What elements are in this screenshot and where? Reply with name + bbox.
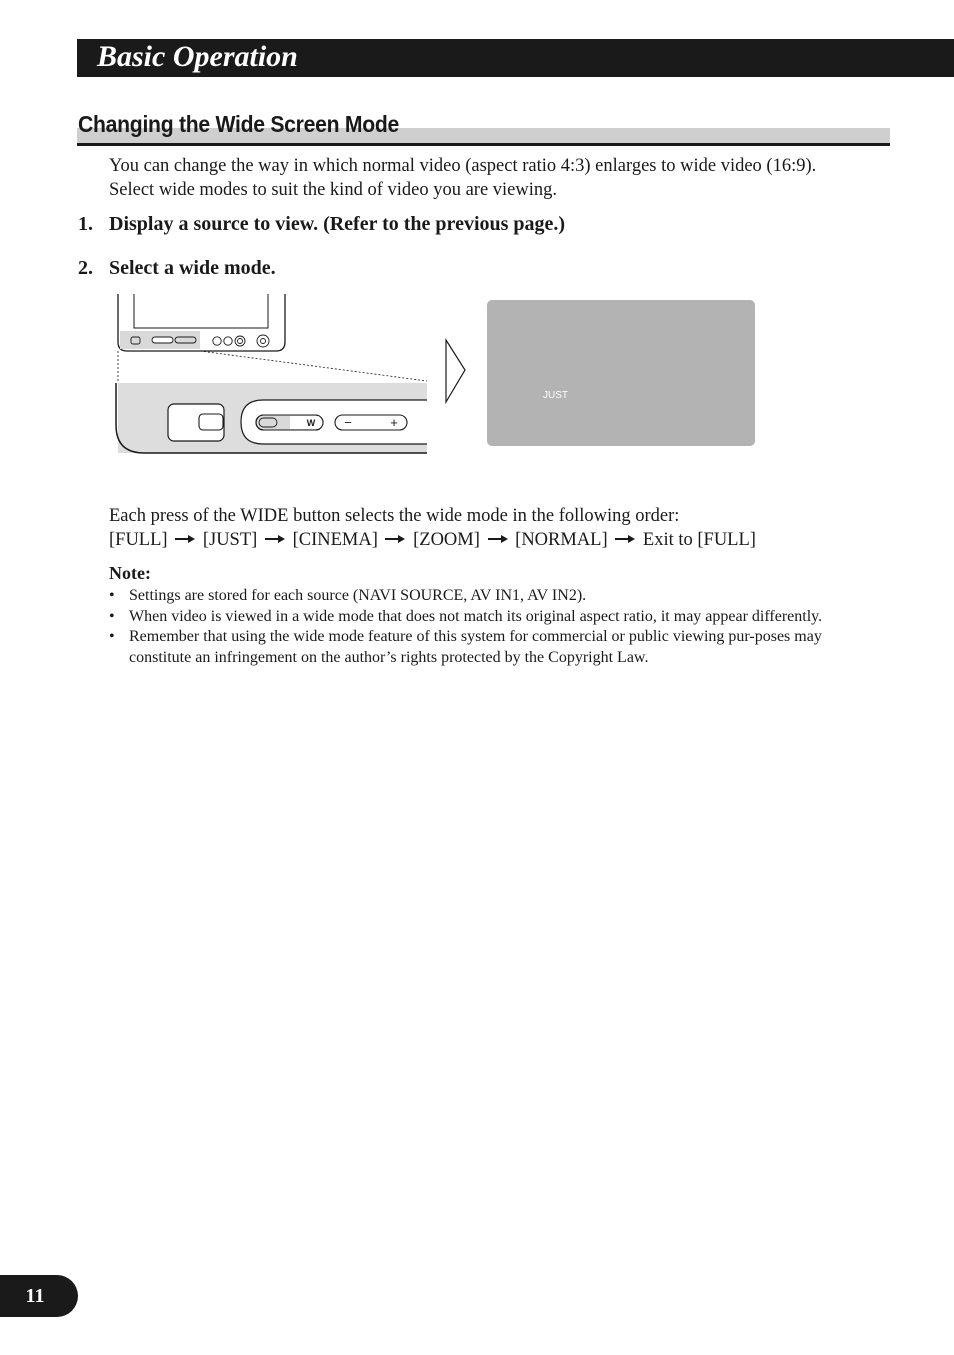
bullet-icon: • bbox=[109, 607, 115, 625]
plus-button-label: + bbox=[390, 415, 398, 430]
screen-display-preview bbox=[487, 300, 755, 446]
step-1 bbox=[78, 213, 565, 236]
arrow-right-icon bbox=[264, 534, 286, 544]
note-item: • When video is viewed in a wide mode that does not match its original aspect ratio, it may appear differently. bbox=[109, 607, 854, 628]
intro-paragraph: You can change the way in which normal video (aspect ratio 4:3) enlarges to wide video (16:9). Select wide modes to suit the kind of video you are viewing. bbox=[109, 156, 817, 200]
mode-normal: [NORMAL] bbox=[515, 530, 608, 550]
minus-button-label: − bbox=[344, 415, 352, 430]
order-sequence bbox=[109, 528, 869, 552]
bullet-icon: • bbox=[109, 628, 115, 645]
step-text: Select a wide mode. bbox=[109, 257, 276, 279]
arrow-right-icon bbox=[174, 534, 196, 544]
mode-full: [FULL] bbox=[109, 530, 168, 550]
control-panel-closeup bbox=[116, 383, 427, 453]
order-description: Each press of the WIDE button selects the wide mode in the following order: bbox=[109, 506, 680, 526]
unit-illustration bbox=[110, 290, 470, 460]
note-heading: Note: bbox=[109, 563, 151, 583]
note-item: • Remember that using the wide mode feature of this system for commercial or public viewing pur-poses may constitute an infringement on the author’s rights protected by the Copyright Law. bbox=[109, 628, 822, 666]
mode-exit-full: Exit to [FULL] bbox=[642, 530, 756, 550]
step-number: 2. bbox=[78, 257, 93, 279]
note-item: • Settings are stored for each source (NAVI SOURCE, AV IN1, AV IN2). bbox=[109, 586, 854, 607]
wide-button-label: W bbox=[306, 418, 316, 428]
section-heading-rule bbox=[77, 143, 890, 146]
mode-zoom: [ZOOM] bbox=[413, 530, 480, 550]
display-unit-overview bbox=[118, 294, 285, 351]
arrow-right-icon bbox=[487, 534, 509, 544]
chevron-right-icon bbox=[446, 340, 465, 402]
chapter-header-bar bbox=[77, 39, 954, 77]
bullet-icon: • bbox=[109, 587, 115, 604]
arrow-right-icon bbox=[614, 534, 636, 544]
step-text: Display a source to view. (Refer to the previous page.) bbox=[109, 213, 566, 235]
mode-cinema: [CINEMA] bbox=[292, 530, 378, 550]
chapter-title: Basic Operation bbox=[97, 40, 298, 73]
mode-just: [JUST] bbox=[202, 530, 258, 550]
page-number: 11 bbox=[25, 1285, 45, 1307]
note-list bbox=[109, 586, 854, 668]
step-2 bbox=[78, 257, 276, 280]
wide-mode-indicator: JUST bbox=[543, 390, 568, 401]
section-title: Changing the Wide Screen Mode bbox=[78, 111, 399, 137]
wide-mode-order bbox=[109, 504, 869, 552]
page-number-tab bbox=[0, 1275, 78, 1317]
step-number: 1. bbox=[78, 213, 93, 235]
arrow-right-icon bbox=[384, 534, 406, 544]
zoom-connector-line bbox=[200, 351, 427, 381]
